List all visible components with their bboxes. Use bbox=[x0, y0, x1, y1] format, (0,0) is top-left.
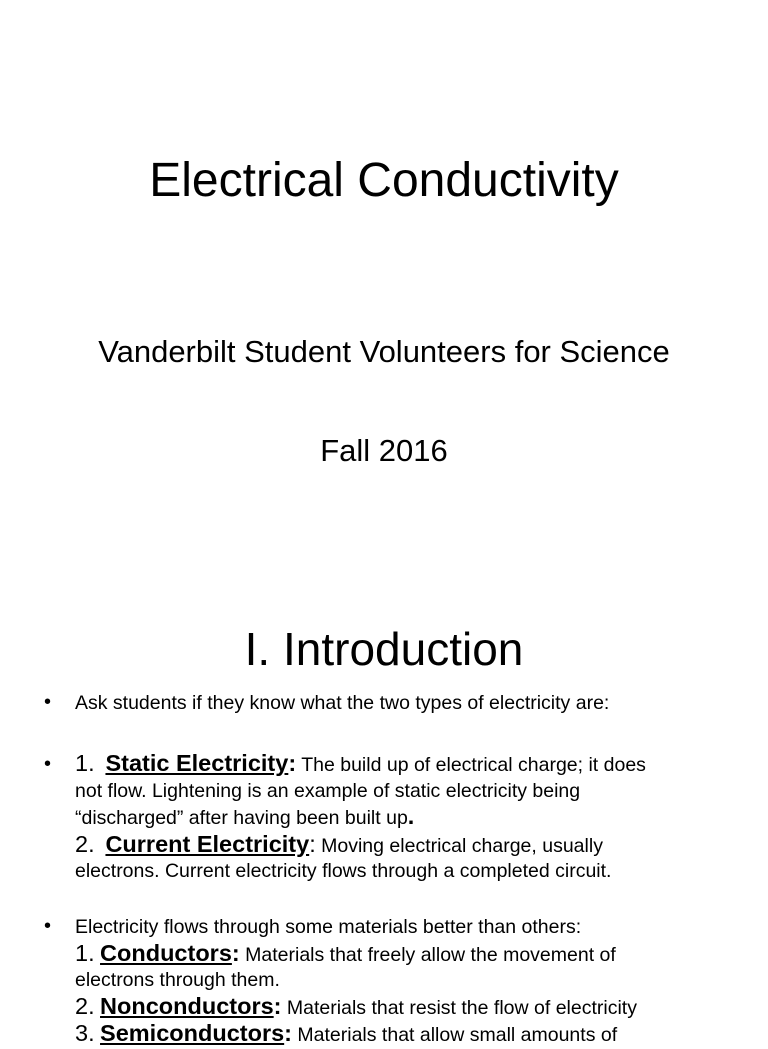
presentation-title: Electrical Conductivity bbox=[149, 154, 619, 207]
term-subtitle: Fall 2016 bbox=[320, 433, 448, 468]
materials-intro: Electricity flows through some materials better than others: bbox=[75, 916, 582, 938]
conductors-line bbox=[75, 941, 715, 969]
static-electricity-line bbox=[75, 751, 715, 779]
term-colon: : bbox=[273, 992, 282, 1019]
item-number: 2. bbox=[75, 830, 95, 857]
nonconductors-term: Nonconductors bbox=[100, 992, 274, 1019]
bullet-text bbox=[75, 915, 715, 1049]
item-number: 3. bbox=[75, 1020, 95, 1046]
current-electricity-term: Current Electricity bbox=[105, 830, 310, 857]
current-electricity-line bbox=[75, 832, 715, 860]
static-electricity-term: Static Electricity bbox=[105, 750, 289, 776]
term-colon: : bbox=[231, 939, 240, 966]
introduction-slide bbox=[0, 576, 768, 1046]
current-electricity-desc-2: electrons. Current electricity flows through a completed circuit. bbox=[75, 860, 612, 882]
conductors-term: Conductors bbox=[100, 939, 232, 966]
item-number: 2. bbox=[75, 992, 95, 1019]
organization-subtitle: Vanderbilt Student Volunteers for Science bbox=[98, 334, 670, 369]
period: . bbox=[407, 803, 415, 829]
section-title: I. Introduction bbox=[244, 623, 524, 675]
static-electricity-desc: The build up of electrical charge; it does bbox=[301, 754, 646, 776]
nonconductors-desc: Materials that resist the flow of electricity bbox=[286, 996, 637, 1019]
static-electricity-desc-3 bbox=[75, 804, 715, 832]
term-colon: : bbox=[288, 750, 297, 776]
conductors-desc: Materials that freely allow the movement of bbox=[245, 943, 616, 966]
current-electricity-desc: Moving electrical charge, usually bbox=[321, 834, 603, 857]
nonconductors-line bbox=[75, 994, 715, 1022]
semiconductors-line bbox=[75, 1021, 715, 1049]
bullet-dot-icon: • bbox=[44, 691, 52, 713]
bullet-1-text: Ask students if they know what the two types of electricity are: bbox=[75, 692, 610, 714]
static-electricity-desc-3-text: “discharged” after having been built up bbox=[75, 807, 408, 829]
item-number: 1. bbox=[75, 750, 95, 776]
semiconductors-term: Semiconductors bbox=[100, 1020, 285, 1046]
bullet-dot-icon: • bbox=[44, 915, 52, 937]
conductors-desc-2: electrons through them. bbox=[75, 969, 280, 991]
bullet-text bbox=[75, 691, 715, 717]
item-number: 1. bbox=[75, 939, 95, 966]
term-colon: : bbox=[284, 1020, 292, 1046]
term-colon: : bbox=[309, 830, 316, 857]
bullet-text bbox=[75, 751, 715, 885]
bullet-dot-icon: • bbox=[44, 753, 52, 775]
semiconductors-desc: Materials that allow small amounts of bbox=[297, 1024, 618, 1046]
static-electricity-desc-2: not flow. Lightening is an example of static electricity being bbox=[75, 779, 581, 802]
